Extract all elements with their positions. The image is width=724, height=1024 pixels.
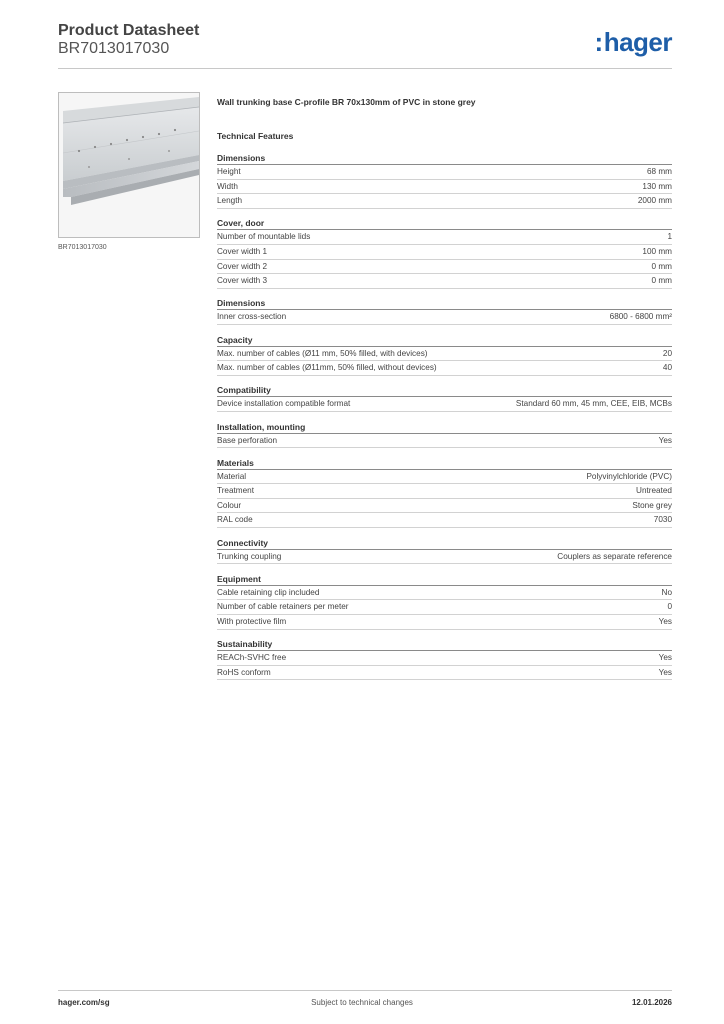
footer-website: hager.com/sg [58,998,110,1007]
logo-text: hager [603,27,672,57]
feature-row [217,194,672,209]
technical-features-heading: Technical Features [217,131,294,141]
feature-label: Number of cable retainers per meter [217,602,349,612]
feature-label: Base perforation [217,435,278,445]
feature-section [217,384,672,412]
section-title: Sustainability [217,638,672,651]
product-reference: BR7013017030 [58,40,170,57]
feature-value: Stone grey [632,500,672,510]
feature-row [217,310,672,325]
feature-section [217,297,672,325]
feature-row [217,484,672,499]
feature-value: 0 mm [651,276,672,286]
feature-value: 100 mm [642,246,672,256]
feature-section [217,334,672,376]
feature-row [217,434,672,449]
section-title: Connectivity [217,537,672,550]
feature-value: Yes [658,667,672,677]
feature-label: Cover width 2 [217,261,268,271]
footer-notice: Subject to technical changes [311,998,413,1007]
feature-row [217,165,672,180]
feature-row [217,397,672,412]
feature-value: Standard 60 mm, 45 mm, CEE, EIB, MCBs [515,399,672,409]
section-title: Dimensions [217,297,672,310]
feature-value: 0 mm [651,261,672,271]
feature-row [217,550,672,565]
page-title: Product Datasheet [58,22,200,39]
feature-value: Yes [658,653,672,663]
page-header [58,22,672,68]
feature-value: 20 [662,348,672,358]
feature-section [217,573,672,630]
feature-value: Couplers as separate reference [557,551,672,561]
feature-value: Untreated [636,486,672,496]
feature-label: Length [217,196,243,206]
feature-row [217,586,672,601]
feature-value: 0 [667,602,672,612]
section-title: Cover, door [217,217,672,230]
feature-row [217,499,672,514]
feature-value: 68 mm [646,167,672,176]
feature-row [217,245,672,260]
feature-row [217,600,672,615]
feature-label: Cable retaining clip included [217,587,320,597]
feature-section [217,457,672,528]
feature-label: REACh-SVHC free [217,653,287,663]
feature-label: Number of mountable lids [217,232,311,242]
feature-label: With protective film [217,617,287,627]
section-title: Materials [217,457,672,470]
feature-value: Polyvinylchloride (PVC) [586,471,672,481]
feature-value: 40 [662,363,672,373]
footer-divider [58,990,672,991]
feature-label: Height [217,167,241,176]
feature-value: No [661,587,672,597]
feature-label: Cover width 3 [217,276,268,286]
trunking-illustration-icon [59,93,199,237]
feature-row [217,470,672,485]
feature-label: Cover width 1 [217,246,268,256]
feature-label: Max. number of cables (Ø11mm, 50% filled, without devices) [217,363,437,373]
section-title: Installation, mounting [217,421,672,434]
feature-row [217,260,672,275]
feature-label: Inner cross-section [217,312,287,322]
feature-section [217,638,672,680]
feature-row [217,361,672,376]
feature-label: Device installation compatible format [217,399,351,409]
logo-mark-icon: : [594,27,603,57]
feature-value: 130 mm [642,181,672,191]
product-photo [58,92,200,238]
feature-row [217,230,672,245]
feature-row [217,666,672,681]
feature-value: 1 [667,232,672,242]
feature-label: Max. number of cables (Ø11 mm, 50% filled, with devices) [217,348,428,358]
section-title: Compatibility [217,384,672,397]
section-title: Dimensions [217,152,672,165]
feature-row [217,180,672,195]
feature-row [217,513,672,528]
feature-label: Material [217,471,247,481]
feature-section [217,217,672,288]
feature-label: Treatment [217,486,255,496]
feature-label: Width [217,181,238,191]
feature-value: 2000 mm [637,196,672,206]
photo-caption: BR7013017030 [58,244,107,251]
feature-label: RoHS conform [217,667,271,677]
feature-row [217,274,672,289]
feature-value: 7030 [653,515,672,525]
product-name: Wall trunking base C-profile BR 70x130mm of PVC in stone grey [217,97,476,107]
feature-value: Yes [658,435,672,445]
feature-label: Trunking coupling [217,551,282,561]
feature-row [217,347,672,362]
feature-row [217,615,672,630]
feature-value: 6800 - 6800 mm² [609,312,672,322]
section-title: Capacity [217,334,672,347]
footer-date: 12.01.2026 [631,998,672,1007]
section-title: Equipment [217,573,672,586]
feature-value: Yes [658,617,672,627]
feature-label: RAL code [217,515,253,525]
feature-section [217,537,672,565]
feature-label: Colour [217,500,242,510]
hager-logo [595,28,672,56]
header-divider [58,68,672,69]
feature-sections [217,152,672,680]
feature-section [217,421,672,449]
feature-row [217,651,672,666]
datasheet-content [217,96,672,689]
feature-section [217,152,672,209]
